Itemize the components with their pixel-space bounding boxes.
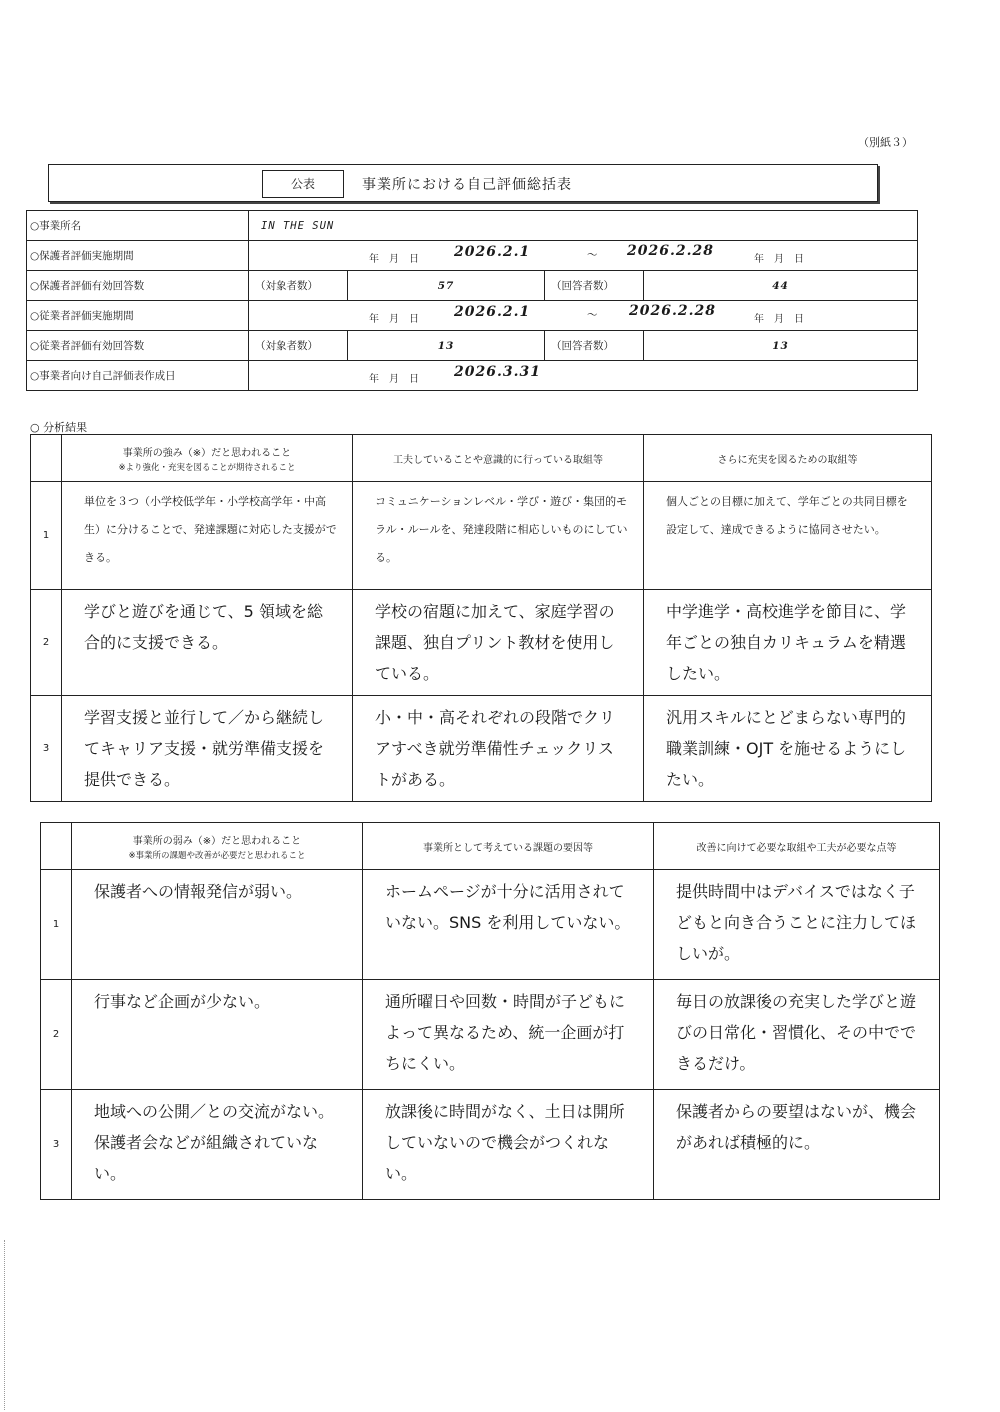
strengths-header-1-text: 事業所の強み（※）だと思われること xyxy=(122,447,292,459)
tilde: ～ xyxy=(587,249,598,261)
analysis-title: ○ 分析結果 xyxy=(30,421,88,434)
strengths-header-1-sub: ※より強化・充実を図ることが期待されること xyxy=(118,462,296,473)
ymd-text: 年 月 日 xyxy=(754,314,804,325)
report-date-label: ○事業者向け自己評価表作成日 xyxy=(27,361,249,391)
report-date: 2026.3.31 xyxy=(454,364,541,380)
annex-label: （別紙３） xyxy=(858,136,913,149)
strength-cell: 汎用スキルにとどまらない専門的職業訓練・OJT を施せるようにしたい。 xyxy=(644,696,932,802)
weakness-cell: 通所曜日や回数・時間が子どもによって異なるため、統一企画が打ちにくい。 xyxy=(363,980,654,1090)
strengths-table xyxy=(30,434,932,802)
answer-label: （回答者数） xyxy=(545,271,644,301)
guardian-period-start: 2026.2.1 xyxy=(454,244,531,260)
strengths-header-2: 工夫していることや意識的に行っている取組等 xyxy=(353,435,644,482)
weakness-cell: 地域への公開／との交流がない。保護者会などが組織されていない。 xyxy=(72,1090,363,1200)
ymd-text: 年 月 日 xyxy=(369,374,419,385)
scan-margin-marks xyxy=(4,1240,7,1410)
guardian-period-value xyxy=(249,241,918,271)
guardian-period-label: ○保護者評価実施期間 xyxy=(27,241,249,271)
public-label: 公表 xyxy=(262,170,344,198)
target-label: （対象者数） xyxy=(249,331,348,361)
strength-cell: 中学進学・高校進学を節目に、学年ごとの独自カリキュラムを精選したい。 xyxy=(644,590,932,696)
ymd-text: 年 月 日 xyxy=(369,254,419,265)
staff-period-value xyxy=(249,301,918,331)
row-number: 3 xyxy=(31,696,62,802)
row-number: 1 xyxy=(41,870,72,980)
staff-answer-value: 13 xyxy=(644,331,918,361)
strength-cell: 小・中・高それぞれの段階でクリアすべき就労準備性チェックリストがある。 xyxy=(353,696,644,802)
ymd-text: 年 月 日 xyxy=(369,314,419,325)
weakness-cell: 保護者への情報発信が弱い。 xyxy=(72,870,363,980)
row-number: 1 xyxy=(31,482,62,590)
weakness-cell: 放課後に時間がなく、土日は開所していないので機会がつくれない。 xyxy=(363,1090,654,1200)
weakness-cell: 毎日の放課後の充実した学びと遊びの日常化・習慣化、その中でできるだけ。 xyxy=(654,980,940,1090)
strength-cell: 学校の宿題に加えて、家庭学習の課題、独自プリント教材を使用している。 xyxy=(353,590,644,696)
weaknesses-header-1 xyxy=(72,823,363,870)
strength-cell: コミュニケーションレベル・学び・遊び・集団的モラル・ルールを、発達段階に相応しいものにしている。 xyxy=(353,482,644,590)
document-title: 事業所における自己評価総括表 xyxy=(362,177,572,193)
info-table xyxy=(26,210,918,391)
staff-count-label: ○従業者評価有効回答数 xyxy=(27,331,249,361)
staff-period-label: ○従業者評価実施期間 xyxy=(27,301,249,331)
strengths-header-3: さらに充実を図るための取組等 xyxy=(644,435,932,482)
report-date-value xyxy=(249,361,918,391)
weakness-cell: 保護者からの要望はないが、機会があれば積極的に。 xyxy=(654,1090,940,1200)
weaknesses-header-1-sub: ※事業所の課題や改善が必要だと思われること xyxy=(128,850,306,861)
guardian-answer-value: 44 xyxy=(644,271,918,301)
guardian-count-label: ○保護者評価有効回答数 xyxy=(27,271,249,301)
guardian-period-end: 2026.2.28 xyxy=(627,243,714,259)
staff-period-end: 2026.2.28 xyxy=(629,303,716,319)
row-number: 3 xyxy=(41,1090,72,1200)
weakness-cell: 行事など企画が少ない。 xyxy=(72,980,363,1090)
strength-cell: 学びと遊びを通じて、5 領域を総合的に支援できる。 xyxy=(62,590,353,696)
row-number: 2 xyxy=(31,590,62,696)
weakness-cell: ホームページが十分に活用されていない。SNS を利用していない。 xyxy=(363,870,654,980)
weaknesses-header-1-text: 事業所の弱み（※）だと思われること xyxy=(132,835,302,847)
weakness-cell: 提供時間中はデバイスではなく子どもと向き合うことに注力してほしいが。 xyxy=(654,870,940,980)
strength-cell: 個人ごとの目標に加えて、学年ごとの共同目標を設定して、達成できるように協同させたい。 xyxy=(644,482,932,590)
guardian-target-value: 57 xyxy=(348,271,545,301)
ymd-text: 年 月 日 xyxy=(754,254,804,265)
strengths-header-1 xyxy=(62,435,353,482)
row-number: 2 xyxy=(41,980,72,1090)
office-name-label: ○事業所名 xyxy=(27,211,249,241)
tilde: ～ xyxy=(587,309,598,321)
staff-target-value: 13 xyxy=(348,331,545,361)
weaknesses-header-2: 事業所として考えている課題の要因等 xyxy=(363,823,654,870)
answer-label: （回答者数） xyxy=(545,331,644,361)
office-name-value: IN THE SUN xyxy=(249,211,918,241)
staff-period-start: 2026.2.1 xyxy=(454,304,531,320)
strength-cell: 単位を３つ（小学校低学年・小学校高学年・中高生）に分けることで、発達課題に対応した支援ができる。 xyxy=(62,482,353,590)
weaknesses-table xyxy=(40,822,940,1200)
target-label: （対象者数） xyxy=(249,271,348,301)
strength-cell: 学習支援と並行して／から継続してキャリア支援・就労準備支援を提供できる。 xyxy=(62,696,353,802)
weaknesses-header-3: 改善に向けて必要な取組や工夫が必要な点等 xyxy=(654,823,940,870)
